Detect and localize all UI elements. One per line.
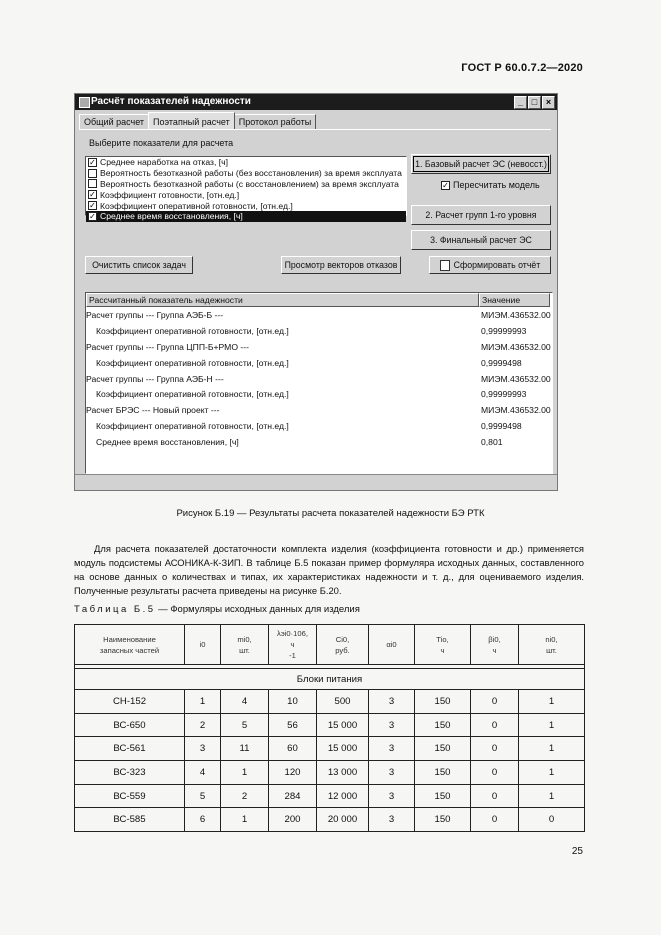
col-header: i0 <box>185 625 221 665</box>
result-value: 0,9999498 <box>481 357 522 368</box>
checkbox-icon[interactable]: ✓ <box>89 211 96 221</box>
app-icon <box>79 97 90 108</box>
results-row[interactable] <box>86 307 552 323</box>
app-window <box>74 93 558 491</box>
checkbox-icon[interactable]: ✓ <box>89 157 96 167</box>
maximize-button[interactable]: □ <box>528 96 541 109</box>
checklist-item-label: Среднее наработка на отказ, [ч] <box>100 157 228 168</box>
tab-stepwise[interactable]: Поэтапный расчет <box>148 112 235 129</box>
table-header-row <box>75 625 585 665</box>
checkbox-icon[interactable] <box>88 169 97 178</box>
checklist-item[interactable] <box>86 189 406 200</box>
col-header: βi0, ч <box>471 625 519 665</box>
results-header-value[interactable]: Значение <box>479 293 550 307</box>
checklist-item-label: Коэффициент оперативной готовности, [отн.ед.] <box>100 200 293 211</box>
final-calc-button[interactable]: 3. Финальный расчет ЭС <box>411 230 551 250</box>
col-header: ni0, шт. <box>519 625 585 665</box>
results-row[interactable] <box>86 386 552 402</box>
group-calc-button[interactable]: 2. Расчет групп 1-го уровня <box>411 205 551 225</box>
result-name: Расчет группы --- Группа АЭБ-Н --- <box>86 373 224 384</box>
checklist-item-label: Коэффициент готовности, [отн.ед.] <box>100 189 240 200</box>
checklist-item[interactable] <box>86 157 406 168</box>
result-value: 0,801 <box>481 437 503 448</box>
close-button[interactable]: × <box>542 96 555 109</box>
result-name: Расчет БРЭС --- Новый проект --- <box>86 405 220 416</box>
checklist-item-label: Вероятность безотказной работы (без восстановления) за время эксплуата <box>100 168 402 179</box>
col-header: Ci0, руб. <box>317 625 369 665</box>
result-value: МИЭМ.436532.00 <box>481 309 551 320</box>
result-value: МИЭМ.436532.00 <box>481 373 551 384</box>
generate-report-label: Сформировать отчёт <box>453 260 541 270</box>
col-header: mi0, шт. <box>221 625 269 665</box>
table-row: ВС-585 6 1 200 20 000 3 150 0 0 <box>75 808 585 832</box>
result-value: 0,99999993 <box>481 325 527 336</box>
result-value: МИЭМ.436532.00 <box>481 405 551 416</box>
report-icon <box>440 260 450 271</box>
result-name: Расчет группы --- Группа АЭБ-Б --- <box>86 309 224 320</box>
table-row: ВС-559 5 2 284 12 000 3 150 0 1 <box>75 784 585 808</box>
checkbox-icon[interactable]: ✓ <box>89 190 96 200</box>
table-caption <box>74 604 360 615</box>
result-name: Коэффициент оперативной готовности, [отн.ед.] <box>96 325 289 336</box>
results-row[interactable] <box>86 355 552 371</box>
checklist-item-selected[interactable] <box>86 211 406 222</box>
base-calc-button[interactable]: 1. Базовый расчет ЭС (невосст.) <box>411 154 551 174</box>
select-indicators-label: Выберите показатели для расчета <box>89 138 234 148</box>
status-bar <box>75 474 557 489</box>
results-row[interactable] <box>86 371 552 387</box>
checkbox-icon[interactable] <box>88 179 97 188</box>
checklist-item[interactable] <box>86 168 406 179</box>
table-row: ВС-561 3 11 60 15 000 3 150 0 1 <box>75 737 585 761</box>
checklist-item-label: Среднее время восстановления, [ч] <box>100 211 243 222</box>
table-caption-text: — Формуляры исходных данных для изделия <box>155 604 360 615</box>
table-group-row <box>75 669 585 690</box>
col-header: Наименование запасных частей <box>75 625 185 665</box>
table-row: ВС-323 4 1 120 13 000 3 150 0 1 <box>75 761 585 785</box>
page-number: 25 <box>571 846 583 857</box>
checklist-item[interactable] <box>86 200 406 211</box>
result-name: Коэффициент оперативной готовности, [отн.ед.] <box>96 421 289 432</box>
result-name: Коэффициент оперативной готовности, [отн.ед.] <box>96 389 289 400</box>
checklist-item[interactable] <box>86 179 406 190</box>
indicator-checklist[interactable] <box>85 156 407 222</box>
clear-tasks-button[interactable]: Очистить список задач <box>85 256 193 274</box>
view-failure-vectors-button[interactable]: Просмотр векторов отказов <box>281 256 401 274</box>
table-row: СН-152 1 4 10 500 3 150 0 1 <box>75 690 585 714</box>
results-row[interactable] <box>86 339 552 355</box>
table-caption-label: Таблица Б.5 <box>74 604 156 615</box>
table-row: ВС-650 2 5 56 15 000 3 150 0 1 <box>75 713 585 737</box>
checklist-item-label: Вероятность безотказной работы (с восстановлением) за время эксплуата <box>100 178 399 189</box>
col-header: λэi0·106, ч -1 <box>269 625 317 665</box>
spare-parts-table <box>74 624 585 832</box>
result-name: Расчет группы --- Группа ЦПП-Б+РМО --- <box>86 341 249 352</box>
result-value: 0,99999993 <box>481 389 527 400</box>
results-row[interactable] <box>86 323 552 339</box>
results-table <box>85 292 553 474</box>
tab-general[interactable]: Общий расчет <box>79 114 149 129</box>
results-row[interactable] <box>86 402 552 418</box>
result-name: Коэффициент оперативной готовности, [отн.ед.] <box>96 357 289 368</box>
results-row[interactable] <box>86 434 552 450</box>
tab-panel-border <box>79 129 551 130</box>
recalc-checkbox-icon[interactable]: ✓ <box>442 180 449 190</box>
tab-log[interactable]: Протокол работы <box>234 114 316 129</box>
results-row[interactable] <box>86 418 552 434</box>
checkbox-icon[interactable]: ✓ <box>89 201 96 211</box>
generate-report-button[interactable] <box>429 256 551 274</box>
figure-caption: Рисунок Б.19 — Результаты расчета показателей надежности БЭ РТК <box>176 508 485 519</box>
body-paragraph: Для расчета показателей достаточности комплекта изделия (коэффициента готовности и др.) применяется модуль подсистемы АСОНИКА-К-ЗИП. В таблице Б.5 показан пример формуляра исходных данных, составленного на основе данных о количествах и типах, их характеристиках надежности и т. д., для оцениваемого изделия. Полученные результаты расчета приведены на рисунке Б.20. <box>74 543 584 596</box>
minimize-button[interactable]: _ <box>514 96 527 109</box>
group-title: Блоки питания <box>75 669 585 690</box>
tab-bar <box>79 113 315 129</box>
recalc-label: Пересчитать модель <box>453 180 540 190</box>
document-id: ГОСТ Р 60.0.7.2—2020 <box>461 62 583 74</box>
result-name: Среднее время восстановления, [ч] <box>96 437 239 448</box>
result-value: 0,9999498 <box>481 421 522 432</box>
col-header: αi0 <box>369 625 415 665</box>
result-value: МИЭМ.436532.00 <box>481 341 551 352</box>
window-titlebar[interactable] <box>75 94 557 110</box>
recalc-models-option[interactable] <box>441 180 540 190</box>
col-header: Tio, ч <box>415 625 471 665</box>
window-title: Расчёт показателей надежности <box>91 96 251 107</box>
results-header-name[interactable]: Рассчитанный показатель надежности <box>86 293 479 307</box>
